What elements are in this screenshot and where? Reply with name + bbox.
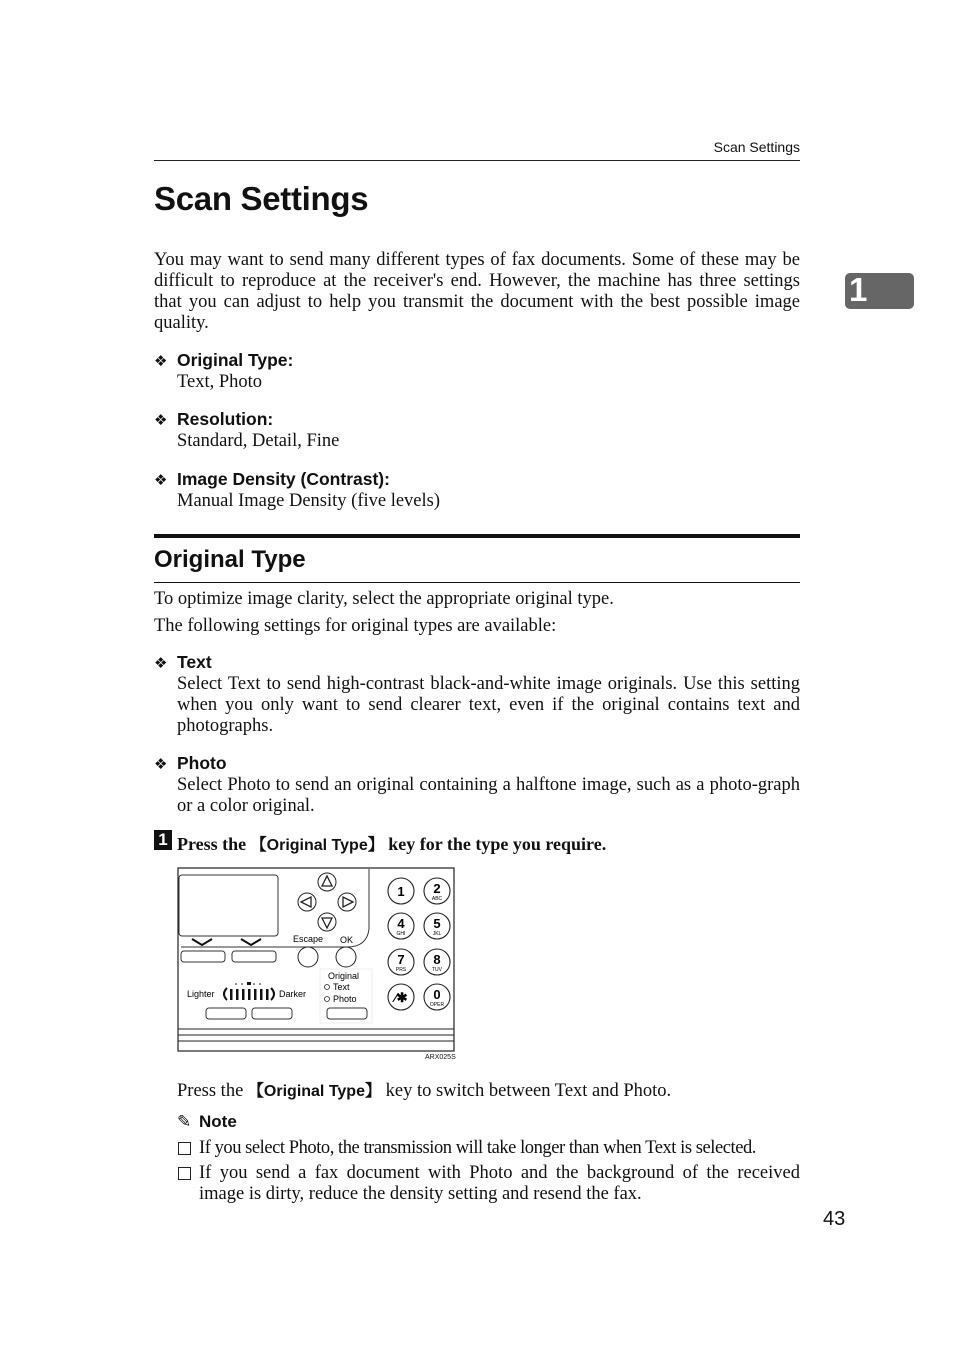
scroll-left-icon bbox=[298, 893, 316, 911]
keypad-key-2 bbox=[388, 913, 414, 939]
intro-paragraph: You may want to send many different types of fax documents. Some of these may be difficult to reproduce at the receiver's end. However, the machine has three settings that you can adjust to help you transmit the document with the best possible image quality. bbox=[154, 250, 800, 333]
scroll-right-icon bbox=[338, 893, 356, 911]
checkbox-bullet-icon bbox=[178, 1142, 191, 1155]
note-item: If you select Photo, the transmission will take longer than when Text is selected. bbox=[177, 1138, 800, 1159]
keypad-key-6 bbox=[388, 984, 414, 1010]
lighter-key bbox=[206, 1008, 246, 1019]
note-block bbox=[177, 1112, 800, 1205]
section-heading: Original Type bbox=[154, 546, 306, 573]
display-screen bbox=[179, 875, 278, 936]
lighter-label: Lighter bbox=[187, 989, 215, 999]
text-label: Text bbox=[333, 982, 350, 992]
selection-key bbox=[232, 951, 276, 962]
selection-key bbox=[181, 951, 225, 962]
section-line-2: The following settings for original types are available: bbox=[154, 616, 557, 636]
original-type-key bbox=[327, 1008, 367, 1019]
keypad-digit: 0 bbox=[433, 987, 441, 1002]
keypad-key-7 bbox=[424, 984, 450, 1010]
setting-label: Original Type: bbox=[177, 350, 294, 370]
keypad-key-5 bbox=[424, 949, 450, 975]
keypad-key-0 bbox=[388, 878, 414, 904]
pencil-icon: ✎ bbox=[177, 1112, 192, 1131]
keypad-digit: 7 bbox=[397, 952, 405, 967]
diamond-bullet-icon: ❖ bbox=[154, 353, 168, 370]
keypad-letters: GHI bbox=[396, 931, 406, 937]
running-header-title: Scan Settings bbox=[713, 139, 800, 155]
keypad-letters: OPER bbox=[429, 1002, 445, 1008]
setting-value: Standard, Detail, Fine bbox=[177, 431, 340, 451]
diamond-bullet-icon: ❖ bbox=[154, 655, 168, 672]
keypad-digit: ⁄✱ bbox=[394, 990, 408, 1005]
escape-key bbox=[298, 947, 318, 967]
chapter-number: 1 bbox=[849, 271, 868, 308]
diamond-bullet-icon: ❖ bbox=[154, 472, 168, 489]
setting-value: Manual Image Density (five levels) bbox=[177, 491, 441, 511]
keypad-key-1 bbox=[424, 878, 450, 904]
setting-label: Image Density (Contrast): bbox=[177, 469, 390, 489]
step-number: 1 bbox=[154, 830, 172, 850]
photo-label: Photo bbox=[333, 994, 357, 1004]
type-photo bbox=[154, 753, 800, 817]
escape-label: Escape bbox=[293, 934, 324, 944]
section-line-1: To optimize image clarity, select the appropriate original type. bbox=[154, 589, 614, 609]
control-panel-illustration bbox=[177, 867, 455, 1053]
figure-code: ARX025S bbox=[425, 1054, 456, 1061]
keypad-digit: 5 bbox=[433, 916, 441, 931]
keypad-key-3 bbox=[424, 913, 450, 939]
keypad-key-4 bbox=[388, 949, 414, 975]
darker-label: Darker bbox=[279, 989, 307, 999]
note-heading: ✎ Note bbox=[177, 1112, 237, 1131]
diamond-bullet-icon: ❖ bbox=[154, 756, 168, 773]
running-header bbox=[154, 139, 800, 161]
checkbox-bullet-icon bbox=[178, 1167, 191, 1180]
original-label: Original bbox=[328, 971, 360, 981]
keypad-letters: ABC bbox=[431, 896, 443, 902]
keypad-digit: 2 bbox=[433, 881, 441, 896]
keypad-letters: JKL bbox=[432, 931, 442, 937]
keypad-digit: 1 bbox=[397, 884, 405, 899]
setting-value: Text, Photo bbox=[177, 372, 263, 392]
keypad-digit: 4 bbox=[397, 916, 405, 931]
chapter-tab bbox=[845, 273, 914, 309]
note-item: If you send a fax document with Photo and the background of the received image is dirty, reduce the density setting and resend the fax. bbox=[177, 1163, 800, 1205]
original-type-key-label: 【Original Type】 bbox=[250, 837, 384, 854]
page-title: Scan Settings bbox=[154, 180, 369, 217]
type-description: Select Text to send high-contrast black-and-white image originals. Use this setting when you only want to send clearer text, even if the original contains text and photographs. bbox=[177, 674, 800, 736]
section-heading-box bbox=[154, 534, 800, 583]
darker-key bbox=[252, 1008, 292, 1019]
ok-label: OK bbox=[340, 935, 354, 945]
setting-resolution bbox=[154, 409, 800, 452]
keypad-letters: TUV bbox=[432, 967, 442, 973]
setting-image-density bbox=[154, 469, 800, 512]
scroll-up-icon bbox=[318, 873, 336, 891]
keypad-letters: PRS bbox=[395, 967, 407, 973]
scroll-down-icon bbox=[318, 913, 336, 931]
keypad-digit: 8 bbox=[433, 952, 441, 967]
page-number: 43 bbox=[823, 1208, 846, 1230]
type-text bbox=[154, 652, 800, 737]
diamond-bullet-icon: ❖ bbox=[154, 412, 168, 429]
setting-label: Resolution: bbox=[177, 409, 274, 429]
setting-original-type bbox=[154, 350, 800, 393]
type-label: Photo bbox=[177, 753, 227, 773]
type-description: Select Photo to send an original containing a halftone image, such as a photo-graph or a color original. bbox=[177, 775, 800, 816]
press-instruction: Press the 【Original Type】 key to switch between Text and Photo. bbox=[177, 1081, 672, 1101]
type-label: Text bbox=[177, 652, 212, 672]
original-type-key-label: 【Original Type】 bbox=[247, 1083, 381, 1100]
ok-key bbox=[336, 947, 356, 967]
step-text: Press the 【Original Type】 key for the type you require. bbox=[177, 834, 607, 854]
